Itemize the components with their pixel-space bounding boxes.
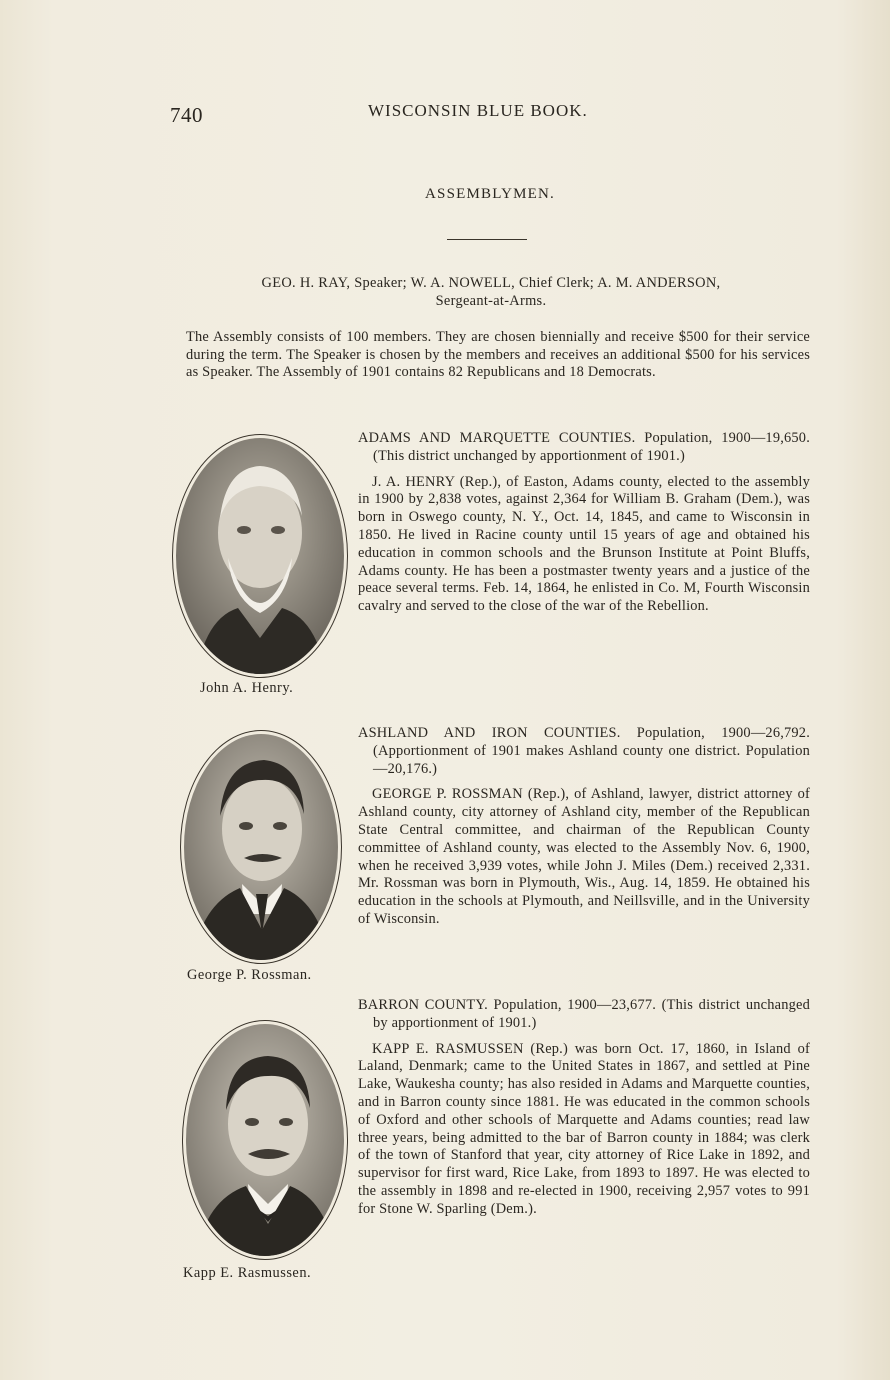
title-rule: [447, 239, 527, 240]
section-title: ASSEMBLYMEN.: [425, 186, 555, 202]
caption-john-a-henry: John A. Henry.: [200, 680, 294, 696]
biography: J. A. HENRY (Rep.), of Easton, Adams county, elected to the assembly in 1900 by 2,838 votes, against 2,364 for William B. Graham (Dem.), was born in Oswego county, N. Y., Oct. 14, 1845, and came to Wisconsin in 1850. He lived in Racine county until 15 years of age and obtained his education in common schools and the Brunson Institute at Point Bluffs, Adams county. He has been a postmaster twenty years and a justice of the peace several terms. Feb. 14, 1864, he enlisted in Co. M, Fourth Wisconsin cavalry and served to the close of the war of the Rebellion.: [358, 473, 810, 615]
portrait-kapp-e-rasmussen: [182, 1020, 348, 1260]
intro-paragraph: The Assembly consists of 100 members. They are chosen biennially and receive $500 for their service during the term. The Speaker is chosen by the members and receives an additional $500 for his services as Speaker. The Assembly of 1901 contains 82 Republicans and 18 Democrats.: [186, 329, 810, 381]
portrait-image: [176, 438, 344, 674]
entry-adams-marquette: [358, 430, 810, 616]
biography: GEORGE P. ROSSMAN (Rep.), of Ashland, lawyer, district attorney of Ashland county, city attorney of Ashland city, member of the Republican State Central committee, and chairman of the Republican County committee of Ashland county, was elected to the Assembly Nov. 6, 1900, when he received 3,939 votes, while John J. Miles (Dem.) received 2,331. Mr. Rossman was born in Plymouth, Wis., Aug. 14, 1859. He obtained his education in the schools at Plymouth, and Neillsville, and in the University of Wisconsin.: [358, 786, 810, 927]
entry-ashland-iron: [358, 725, 810, 929]
district-heading: BARRON COUNTY. Population, 1900—23,677. (This district unchanged by apportionment of 1901.): [358, 997, 810, 1031]
portrait-john-a-henry: [172, 434, 348, 678]
running-head: WISCONSIN BLUE BOOK.: [368, 101, 588, 120]
biography: KAPP E. RASMUSSEN (Rep.) was born Oct. 17, 1860, in Island of Laland, Denmark; came to the United States in 1867, and settled at Pine Lake, Waukesha county; has also resided in Adams and Marquette counties, and in Barron county since 1881. He was educated in the common schools of Oxford and other schools of Marquette and Adams counties; read law three years, being admitted to the bar of Barron county in 1884; was clerk of the town of Stanford that year, city attorney of Rice Lake in 1892, and supervisor for first ward, Rice Lake, from 1893 to 1897. He was elected to the assembly in 1898 and re-elected in 1900, receiving 2,957 votes to 991 for Stone W. Sparling (Dem.).: [358, 1040, 810, 1217]
caption-kapp-e-rasmussen: Kapp E. Rasmussen.: [183, 1265, 312, 1281]
district-heading: ASHLAND AND IRON COUNTIES. Population, 1900—26,792. (Apportionment of 1901 makes Ashland county one district. Population—20,176.): [358, 725, 810, 777]
caption-george-p-rossman: George P. Rossman.: [187, 967, 312, 983]
portrait-george-p-rossman: [180, 730, 342, 964]
portrait-image: [186, 1024, 344, 1256]
officers-line-1: GEO. H. RAY, Speaker; W. A. NOWELL, Chief Clerk; A. M. ANDERSON,: [261, 275, 721, 291]
entry-barron: [358, 997, 810, 1219]
district-heading: ADAMS AND MARQUETTE COUNTIES. Population, 1900—19,650. (This district unchanged by apportionment of 1901.): [358, 430, 810, 464]
portrait-image: [184, 734, 338, 960]
officers-line-2: Sergeant-at-Arms.: [435, 293, 547, 309]
officers-line: [172, 274, 810, 310]
page-number: 740: [170, 103, 203, 127]
